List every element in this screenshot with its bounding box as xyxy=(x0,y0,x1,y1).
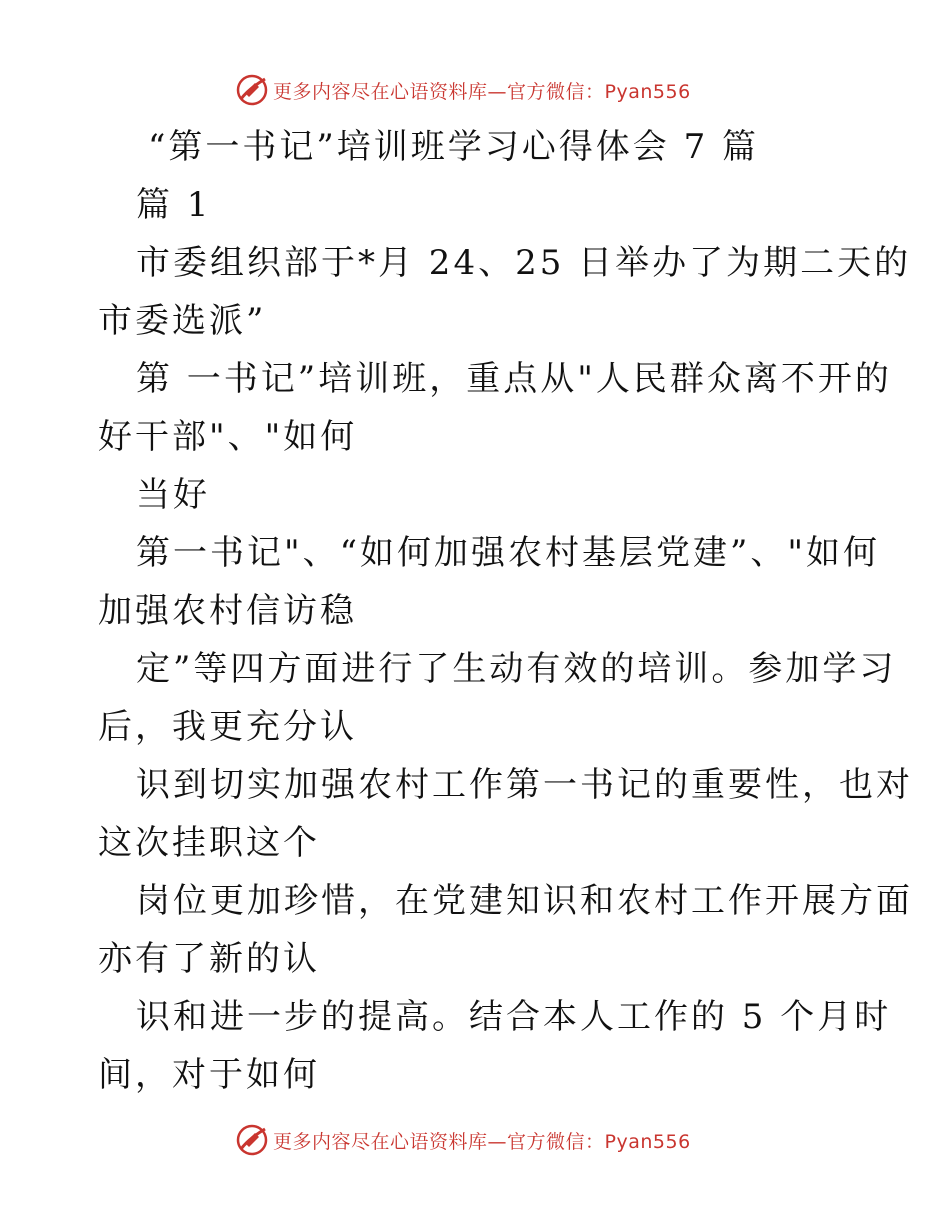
text-line: 当好 xyxy=(136,475,210,515)
text-line: 间，对于如何 xyxy=(98,1055,320,1095)
document-title: “第一书记”培训班学习心得体会 7 篇 xyxy=(148,127,760,167)
banner-text: 更多内容尽在心语资料库—官方微信：Pyan556 xyxy=(273,1130,691,1153)
text-line: 好干部"、"如何 xyxy=(98,417,358,457)
text-line: 第一书记"、“如何加强农村基层党建”、"如何 xyxy=(136,533,881,573)
pen-logo-icon xyxy=(235,73,269,107)
footer-watermark-banner xyxy=(235,1122,691,1158)
text-line: 亦有了新的认 xyxy=(98,939,320,979)
text-line: 市委组织部于*月 24、25 日举办了为期二天的 xyxy=(136,243,912,283)
text-line: 第 一书记”培训班，重点从"人民群众离不开的 xyxy=(136,359,892,399)
text-line: 这次挂职这个 xyxy=(98,823,320,863)
text-line: 识到切实加强农村工作第一书记的重要性，也对 xyxy=(136,765,913,805)
text-line: 后，我更充分认 xyxy=(98,707,357,747)
text-line: 识和进一步的提高。结合本人工作的 5 个月时 xyxy=(136,997,892,1037)
text-line: 市委选派” xyxy=(98,301,267,341)
document-body xyxy=(98,118,913,1104)
text-line: 篇 1 xyxy=(136,185,212,225)
pen-logo-icon xyxy=(235,1123,269,1157)
text-line: 加强农村信访稳 xyxy=(98,591,357,631)
banner-text: 更多内容尽在心语资料库—官方微信：Pyan556 xyxy=(273,80,691,103)
header-watermark-banner xyxy=(235,72,691,108)
text-line: 岗位更加珍惜，在党建知识和农村工作开展方面 xyxy=(136,881,913,921)
text-line: 定”等四方面进行了生动有效的培训。参加学习 xyxy=(136,649,897,689)
